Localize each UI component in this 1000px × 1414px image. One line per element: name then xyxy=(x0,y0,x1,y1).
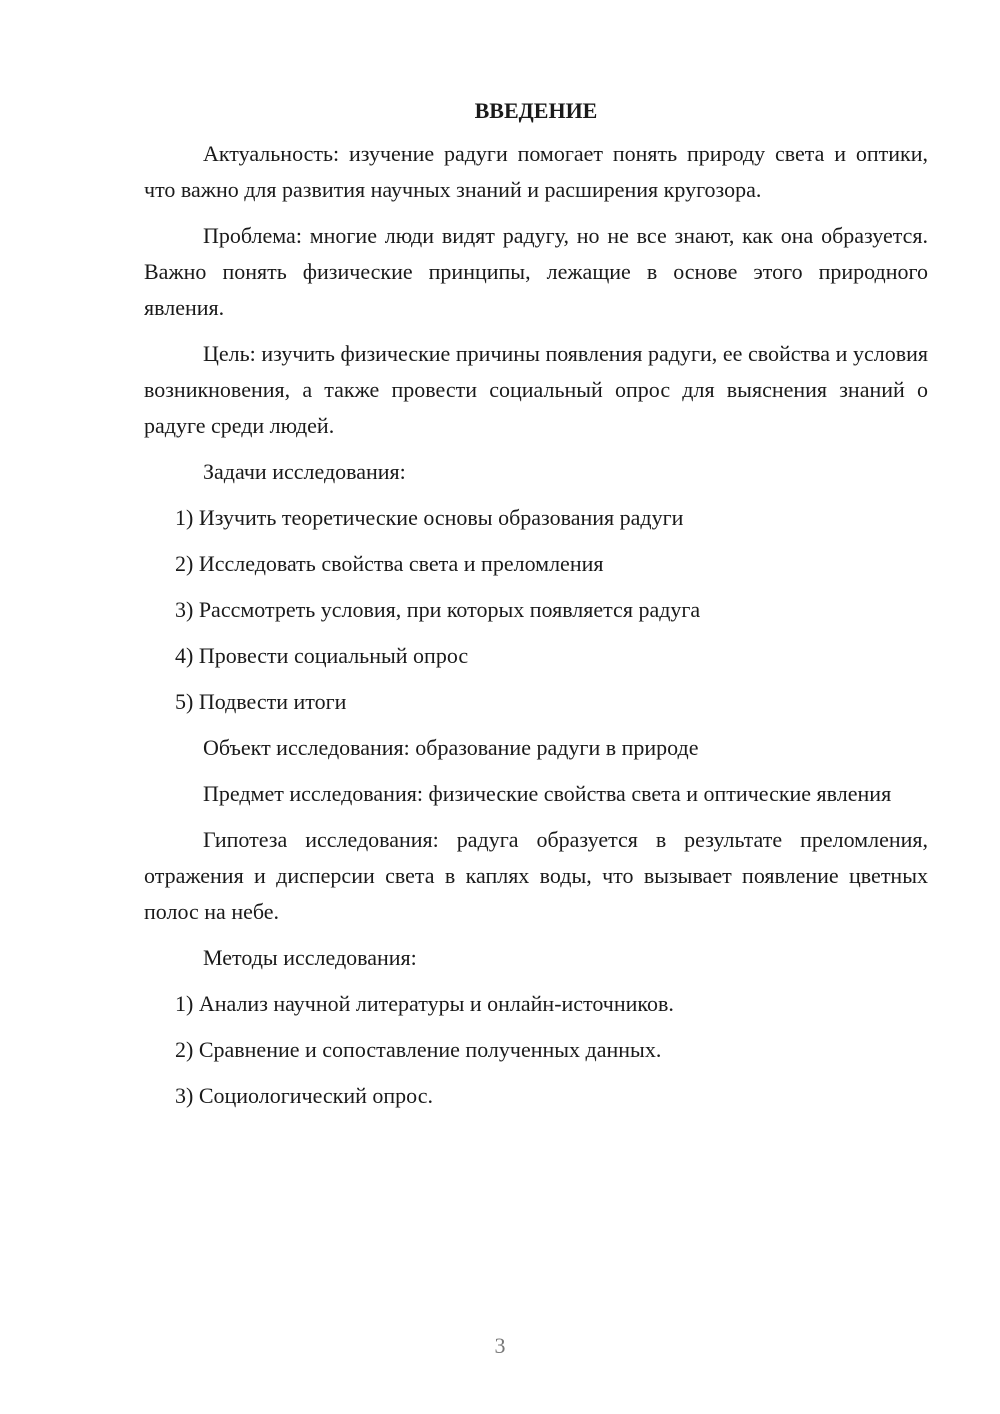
method-item: 1) Анализ научной литературы и онлайн-источников. xyxy=(175,991,674,1016)
method-item: 3) Социологический опрос. xyxy=(175,1083,433,1108)
task-item: 2) Исследовать свойства света и преломления xyxy=(175,551,604,576)
goal-paragraph: Цель: изучить физические причины появления радуги, ее свойства и условия возникновения, а также провести социальный опрос для выяснения знаний о радуге среди людей. xyxy=(144,341,928,438)
problem-paragraph: Проблема: многие люди видят радугу, но не все знают, как она образуется. Важно понять физические принципы, лежащие в основе этого природного явления. xyxy=(144,223,928,320)
task-item: 3) Рассмотреть условия, при которых появляется радуга xyxy=(175,597,701,622)
methods-list xyxy=(144,986,928,1114)
section-title: ВВЕДЕНИЕ xyxy=(474,98,598,123)
tasks-heading: Задачи исследования: xyxy=(203,459,406,484)
methods-heading: Методы исследования: xyxy=(203,945,417,970)
page-number: 3 xyxy=(494,1333,506,1358)
page-content xyxy=(144,96,928,1124)
relevance-paragraph: Актуальность: изучение радуги помогает понять природу света и оптики, что важно для развития научных знаний и расширения кругозора. xyxy=(144,141,928,202)
hypothesis-paragraph: Гипотеза исследования: радуга образуется в результате преломления, отражения и дисперсии света в каплях воды, что вызывает появление цветных полос на небе. xyxy=(144,827,928,924)
task-item: 1) Изучить теоретические основы образования радуги xyxy=(175,505,684,530)
task-item: 5) Подвести итоги xyxy=(175,689,347,714)
task-item: 4) Провести социальный опрос xyxy=(175,643,469,668)
subject-paragraph: Предмет исследования: физические свойства света и оптические явления xyxy=(203,781,892,806)
method-item: 2) Сравнение и сопоставление полученных данных. xyxy=(175,1037,662,1062)
object-paragraph: Объект исследования: образование радуги в природе xyxy=(203,735,699,760)
tasks-list xyxy=(144,500,928,720)
